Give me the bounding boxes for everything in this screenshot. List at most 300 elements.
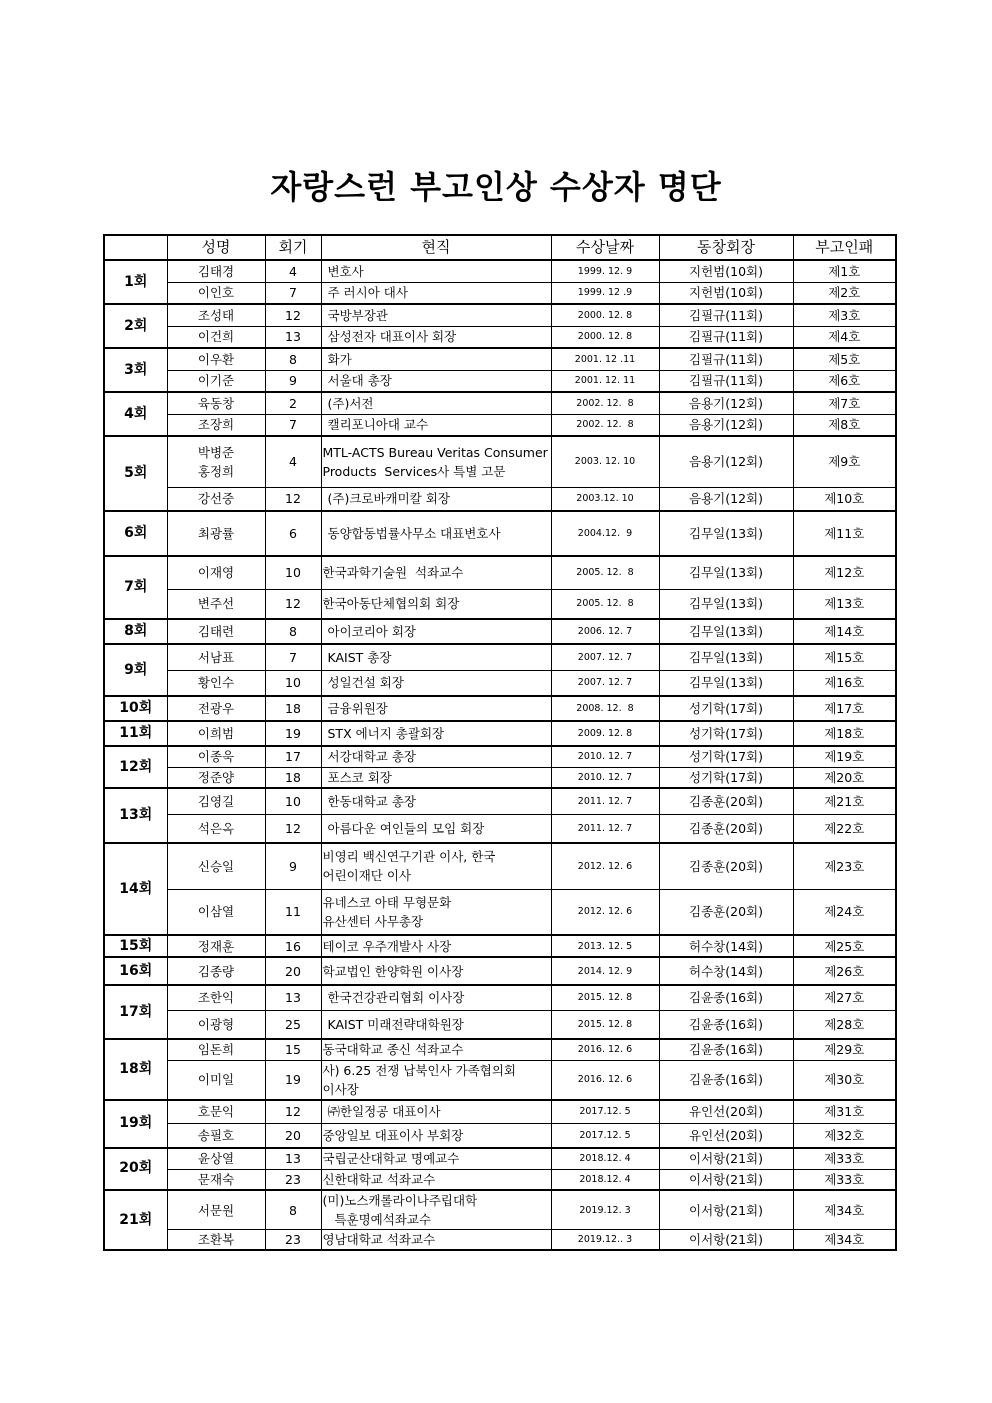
plaque-cell: 제30호 xyxy=(793,1060,896,1100)
plaque-cell: 제21호 xyxy=(793,788,896,814)
table-row xyxy=(104,746,896,767)
table-row xyxy=(104,1060,896,1100)
plaque-cell: 제33호 xyxy=(793,1170,896,1191)
award-date-cell: 2011. 12. 7 xyxy=(551,814,659,843)
plaque-cell: 제31호 xyxy=(793,1100,896,1124)
alumni-chair-cell: 음용기(12회) xyxy=(659,436,793,487)
alumni-chair-cell: 김필규(11회) xyxy=(659,304,793,326)
award-date-cell: 2012. 12. 6 xyxy=(551,889,659,935)
alumni-chair-cell: 김종훈(20회) xyxy=(659,788,793,814)
table-row xyxy=(104,348,896,370)
alumni-chair-cell: 성기학(17회) xyxy=(659,721,793,746)
award-date-cell: 2010. 12. 7 xyxy=(551,767,659,788)
award-date-cell: 2017.12. 5 xyxy=(551,1100,659,1124)
award-date-cell: 2014. 12. 9 xyxy=(551,957,659,985)
name-cell: 최광률 xyxy=(167,511,265,556)
name-cell: 이우환 xyxy=(167,348,265,370)
plaque-cell: 제14호 xyxy=(793,619,896,644)
generation-cell: 8 xyxy=(265,619,321,644)
name-cell: 조성태 xyxy=(167,304,265,326)
name-cell: 이인호 xyxy=(167,282,265,304)
roster-body xyxy=(104,260,896,1250)
award-date-cell: 2017.12. 5 xyxy=(551,1124,659,1148)
generation-cell: 11 xyxy=(265,889,321,935)
plaque-cell: 제25호 xyxy=(793,935,896,957)
award-date-cell: 2009. 12. 8 xyxy=(551,721,659,746)
round-cell: 20회 xyxy=(104,1148,167,1191)
alumni-chair-cell: 유인선(20회) xyxy=(659,1100,793,1124)
award-date-cell: 2007. 12. 7 xyxy=(551,670,659,696)
table-row xyxy=(104,556,896,589)
alumni-chair-cell: 김무일(13회) xyxy=(659,589,793,619)
alumni-chair-cell: 김필규(11회) xyxy=(659,370,793,392)
award-date-cell: 2015. 12. 8 xyxy=(551,985,659,1010)
position-line: 캘리포니아대 교수 xyxy=(327,417,429,433)
position-line: KAIST 미래전략대학원장 xyxy=(327,1016,464,1032)
round-cell: 13회 xyxy=(104,788,167,843)
alumni-chair-cell: 김윤종(16회) xyxy=(659,1060,793,1100)
plaque-cell: 제4호 xyxy=(793,326,896,348)
position-cell xyxy=(321,889,551,935)
table-row xyxy=(104,414,896,436)
generation-cell: 7 xyxy=(265,282,321,304)
name-cell: 이종욱 xyxy=(167,746,265,767)
position-cell xyxy=(321,348,551,370)
position-line: 영남대학교 석좌교수 xyxy=(322,1232,436,1247)
name-cell: 황인수 xyxy=(167,670,265,696)
position-line: 포스코 회장 xyxy=(327,769,392,785)
award-date-cell: 2011. 12. 7 xyxy=(551,788,659,814)
name-cell: 조환복 xyxy=(167,1230,265,1251)
award-date-cell: 1999. 12. 9 xyxy=(551,260,659,282)
name-cell: 정재훈 xyxy=(167,935,265,957)
alumni-chair-cell: 김종훈(20회) xyxy=(659,814,793,843)
position-cell xyxy=(321,619,551,644)
alumni-chair-cell: 음용기(12회) xyxy=(659,392,793,414)
generation-cell: 19 xyxy=(265,721,321,746)
plaque-cell: 제15호 xyxy=(793,644,896,670)
position-cell xyxy=(321,487,551,511)
position-line: MTL-ACTS Bureau Veritas Consumer xyxy=(322,444,548,460)
generation-cell: 17 xyxy=(265,746,321,767)
alumni-chair-cell: 허수창(14회) xyxy=(659,935,793,957)
round-cell: 14회 xyxy=(104,843,167,935)
generation-cell: 7 xyxy=(265,644,321,670)
plaque-cell: 제6호 xyxy=(793,370,896,392)
position-cell xyxy=(321,282,551,304)
name-cell: 윤상열 xyxy=(167,1148,265,1170)
name-cell: 김태경 xyxy=(167,260,265,282)
alumni-chair-cell: 이서항(21회) xyxy=(659,1190,793,1230)
alumni-chair-cell: 이서항(21회) xyxy=(659,1170,793,1191)
name-cell: 임돈희 xyxy=(167,1039,265,1060)
position-cell xyxy=(321,556,551,589)
generation-cell: 16 xyxy=(265,935,321,957)
name-cell: 송필호 xyxy=(167,1124,265,1148)
position-line: 신한대학교 석좌교수 xyxy=(322,1172,436,1187)
generation-cell: 13 xyxy=(265,326,321,348)
position-line: 서울대 총장 xyxy=(327,373,392,389)
position-cell xyxy=(321,436,551,487)
round-cell: 9회 xyxy=(104,644,167,696)
position-line: 성일건설 회장 xyxy=(327,675,404,691)
name-cell: 이희범 xyxy=(167,721,265,746)
position-line: 한국건강관리협회 이사장 xyxy=(327,990,465,1006)
plaque-cell: 제3호 xyxy=(793,304,896,326)
table-row xyxy=(104,619,896,644)
position-cell xyxy=(321,644,551,670)
alumni-chair-cell: 김윤종(16회) xyxy=(659,1039,793,1060)
generation-cell: 20 xyxy=(265,1124,321,1148)
award-roster-table xyxy=(103,234,897,1251)
name-cell: 이삼열 xyxy=(167,889,265,935)
name-cell: 김태련 xyxy=(167,619,265,644)
award-date-cell: 2004.12. 9 xyxy=(551,511,659,556)
position-cell xyxy=(321,589,551,619)
position-line: 주 러시아 대사 xyxy=(327,285,408,301)
table-row xyxy=(104,1230,896,1251)
table-row xyxy=(104,1010,896,1039)
position-cell xyxy=(321,304,551,326)
round-cell: 19회 xyxy=(104,1100,167,1148)
column-header-plaque: 부고인패 xyxy=(793,235,896,260)
plaque-cell: 제33호 xyxy=(793,1148,896,1170)
position-line: 특훈명예석좌교수 xyxy=(322,1212,432,1227)
column-header-generation: 회기 xyxy=(265,235,321,260)
position-line: 테이코 우주개발사 사장 xyxy=(322,938,452,954)
position-line: 사) 6.25 전쟁 납북인사 가족협의회 xyxy=(322,1062,517,1078)
plaque-cell: 제24호 xyxy=(793,889,896,935)
alumni-chair-cell: 김무일(13회) xyxy=(659,670,793,696)
header-row xyxy=(104,235,896,260)
name-cell: 조한익 xyxy=(167,985,265,1010)
alumni-chair-cell: 김무일(13회) xyxy=(659,556,793,589)
generation-cell: 12 xyxy=(265,304,321,326)
table-row xyxy=(104,326,896,348)
position-line: 국립군산대학교 명예교수 xyxy=(322,1151,460,1167)
alumni-chair-cell: 김무일(13회) xyxy=(659,619,793,644)
generation-cell: 10 xyxy=(265,788,321,814)
table-row xyxy=(104,304,896,326)
table-row xyxy=(104,282,896,304)
table-row xyxy=(104,814,896,843)
alumni-chair-cell: 김무일(13회) xyxy=(659,644,793,670)
position-line: 어린이재단 이사 xyxy=(322,868,411,884)
round-cell: 4회 xyxy=(104,392,167,436)
table-row xyxy=(104,1190,896,1230)
table-row xyxy=(104,1039,896,1060)
plaque-cell: 제26호 xyxy=(793,957,896,985)
award-date-cell: 2018.12. 4 xyxy=(551,1170,659,1191)
round-cell: 3회 xyxy=(104,348,167,392)
position-line: Products Services사 특별 고문 xyxy=(322,463,506,479)
table-row xyxy=(104,767,896,788)
position-line: KAIST 총장 xyxy=(327,649,392,665)
alumni-chair-cell: 성기학(17회) xyxy=(659,696,793,721)
round-cell: 5회 xyxy=(104,436,167,511)
alumni-chair-cell: 유인선(20회) xyxy=(659,1124,793,1148)
name-cell: 조장희 xyxy=(167,414,265,436)
generation-cell: 8 xyxy=(265,348,321,370)
alumni-chair-cell: 김윤종(16회) xyxy=(659,985,793,1010)
position-line: 화가 xyxy=(327,351,352,367)
generation-cell: 13 xyxy=(265,1148,321,1170)
award-date-cell: 2008. 12. 8 xyxy=(551,696,659,721)
position-cell xyxy=(321,370,551,392)
plaque-cell: 제13호 xyxy=(793,589,896,619)
generation-cell: 23 xyxy=(265,1230,321,1251)
position-cell xyxy=(321,260,551,282)
page-title: 자랑스런 부고인상 수상자 명단 xyxy=(270,168,722,206)
position-line: 동양합동법률사무소 대표변호사 xyxy=(327,526,501,541)
generation-cell: 4 xyxy=(265,436,321,487)
alumni-chair-cell: 음용기(12회) xyxy=(659,414,793,436)
column-header-award-date: 수상날짜 xyxy=(551,235,659,260)
name-cell: 석은옥 xyxy=(167,814,265,843)
award-date-cell: 2006. 12. 7 xyxy=(551,619,659,644)
generation-cell: 12 xyxy=(265,589,321,619)
round-cell: 21회 xyxy=(104,1190,167,1250)
alumni-chair-cell: 성기학(17회) xyxy=(659,767,793,788)
alumni-chair-cell: 성기학(17회) xyxy=(659,746,793,767)
award-date-cell: 2019.12.. 3 xyxy=(551,1230,659,1251)
position-cell xyxy=(321,935,551,957)
name-cell: 서남표 xyxy=(167,644,265,670)
name-cell: 김영길 xyxy=(167,788,265,814)
award-date-cell: 1999. 12 .9 xyxy=(551,282,659,304)
position-line: ㈜한일정공 대표이사 xyxy=(327,1104,441,1120)
position-cell xyxy=(321,814,551,843)
generation-cell: 2 xyxy=(265,392,321,414)
table-row xyxy=(104,511,896,556)
plaque-cell: 제19호 xyxy=(793,746,896,767)
round-cell: 8회 xyxy=(104,619,167,644)
plaque-cell: 제8호 xyxy=(793,414,896,436)
name-cell: 이건희 xyxy=(167,326,265,348)
position-line: 국방부장관 xyxy=(327,307,388,323)
alumni-chair-cell: 김필규(11회) xyxy=(659,348,793,370)
alumni-chair-cell: 김윤종(16회) xyxy=(659,1010,793,1039)
round-cell: 16회 xyxy=(104,957,167,985)
generation-cell: 23 xyxy=(265,1170,321,1191)
name-cell: 전광우 xyxy=(167,696,265,721)
position-cell xyxy=(321,1060,551,1100)
position-line: 한국아동단체협의회 회장 xyxy=(322,596,460,612)
round-cell: 11회 xyxy=(104,721,167,746)
plaque-cell: 제32호 xyxy=(793,1124,896,1148)
generation-cell: 18 xyxy=(265,696,321,721)
award-date-cell: 2015. 12. 8 xyxy=(551,1010,659,1039)
position-cell xyxy=(321,767,551,788)
position-line: (주)크로바캐미칼 회장 xyxy=(327,491,450,507)
round-cell: 6회 xyxy=(104,511,167,556)
position-line: 비영리 백신연구기관 이사, 한국 xyxy=(322,849,496,865)
table-row xyxy=(104,1170,896,1191)
position-line: 금융위원장 xyxy=(327,701,388,716)
table-row xyxy=(104,788,896,814)
award-date-cell: 2019.12. 3 xyxy=(551,1190,659,1230)
position-cell xyxy=(321,1124,551,1148)
generation-cell: 9 xyxy=(265,370,321,392)
position-line: 유산센터 사무총장 xyxy=(322,913,424,929)
round-cell: 2회 xyxy=(104,304,167,348)
name-cell: 문재숙 xyxy=(167,1170,265,1191)
plaque-cell: 제7호 xyxy=(793,392,896,414)
name-cell: 호문익 xyxy=(167,1100,265,1124)
generation-cell: 19 xyxy=(265,1060,321,1100)
position-line: 변호사 xyxy=(327,263,364,279)
name-cell: 김종량 xyxy=(167,957,265,985)
position-line: 중앙일보 대표이사 부회장 xyxy=(322,1127,464,1143)
table-row xyxy=(104,589,896,619)
round-cell: 17회 xyxy=(104,985,167,1039)
table-row xyxy=(104,1100,896,1124)
plaque-cell: 제28호 xyxy=(793,1010,896,1039)
table-row xyxy=(104,721,896,746)
round-cell: 7회 xyxy=(104,556,167,619)
alumni-chair-cell: 지헌범(10회) xyxy=(659,260,793,282)
name-cell: 정준양 xyxy=(167,767,265,788)
award-date-cell: 2018.12. 4 xyxy=(551,1148,659,1170)
name-cell: 박병준 홍정희 xyxy=(167,436,265,487)
name-cell: 이광형 xyxy=(167,1010,265,1039)
position-line: 아름다운 여인들의 모임 회장 xyxy=(327,820,485,836)
generation-cell: 13 xyxy=(265,985,321,1010)
name-cell: 이재영 xyxy=(167,556,265,589)
generation-cell: 25 xyxy=(265,1010,321,1039)
alumni-chair-cell: 지헌범(10회) xyxy=(659,282,793,304)
position-cell xyxy=(321,1039,551,1060)
generation-cell: 20 xyxy=(265,957,321,985)
position-line: 한동대학교 총장 xyxy=(327,793,416,809)
generation-cell: 6 xyxy=(265,511,321,556)
position-cell xyxy=(321,788,551,814)
position-line: 아이코리아 회장 xyxy=(327,624,416,639)
plaque-cell: 제2호 xyxy=(793,282,896,304)
generation-cell: 12 xyxy=(265,487,321,511)
award-date-cell: 2000. 12. 8 xyxy=(551,304,659,326)
plaque-cell: 제29호 xyxy=(793,1039,896,1060)
award-date-cell: 2012. 12. 6 xyxy=(551,843,659,889)
position-cell xyxy=(321,1170,551,1191)
position-cell xyxy=(321,957,551,985)
award-date-cell: 2016. 12. 6 xyxy=(551,1060,659,1100)
column-header-name: 성명 xyxy=(167,235,265,260)
table-row xyxy=(104,843,896,889)
table-row xyxy=(104,1124,896,1148)
name-cell: 신승일 xyxy=(167,843,265,889)
award-date-cell: 2016. 12. 6 xyxy=(551,1039,659,1060)
award-date-cell: 2007. 12. 7 xyxy=(551,644,659,670)
generation-cell: 10 xyxy=(265,670,321,696)
alumni-chair-cell: 음용기(12회) xyxy=(659,487,793,511)
position-cell xyxy=(321,1230,551,1251)
name-cell: 육동창 xyxy=(167,392,265,414)
position-cell xyxy=(321,1100,551,1124)
position-cell xyxy=(321,414,551,436)
plaque-cell: 제34호 xyxy=(793,1190,896,1230)
plaque-cell: 제1호 xyxy=(793,260,896,282)
table-row xyxy=(104,957,896,985)
position-cell xyxy=(321,1190,551,1230)
plaque-cell: 제11호 xyxy=(793,511,896,556)
position-cell xyxy=(321,746,551,767)
alumni-chair-cell: 이서항(21회) xyxy=(659,1230,793,1251)
award-date-cell: 2003. 12. 10 xyxy=(551,436,659,487)
plaque-cell: 제5호 xyxy=(793,348,896,370)
column-header-position: 현직 xyxy=(321,235,551,260)
name-cell: 서문원 xyxy=(167,1190,265,1230)
alumni-chair-cell: 허수창(14회) xyxy=(659,957,793,985)
position-line: 삼성전자 대표이사 회장 xyxy=(327,329,457,345)
generation-cell: 18 xyxy=(265,767,321,788)
plaque-cell: 제16호 xyxy=(793,670,896,696)
position-line: (미)노스캐롤라이나주립대학 xyxy=(322,1193,478,1208)
plaque-cell: 제10호 xyxy=(793,487,896,511)
generation-cell: 10 xyxy=(265,556,321,589)
table-row xyxy=(104,487,896,511)
plaque-cell: 제22호 xyxy=(793,814,896,843)
position-line: 이사장 xyxy=(322,1081,359,1097)
plaque-cell: 제18호 xyxy=(793,721,896,746)
position-line: 학교법인 한양학원 이사장 xyxy=(322,963,464,979)
plaque-cell: 제9호 xyxy=(793,436,896,487)
award-date-cell: 2002. 12. 8 xyxy=(551,392,659,414)
position-cell xyxy=(321,696,551,721)
table-row xyxy=(104,436,896,487)
table-row xyxy=(104,370,896,392)
name-cell: 강선중 xyxy=(167,487,265,511)
round-cell: 10회 xyxy=(104,696,167,721)
position-cell xyxy=(321,721,551,746)
round-cell: 1회 xyxy=(104,260,167,304)
generation-cell: 8 xyxy=(265,1190,321,1230)
award-date-cell: 2001. 12. 11 xyxy=(551,370,659,392)
position-cell xyxy=(321,392,551,414)
generation-cell: 7 xyxy=(265,414,321,436)
plaque-cell: 제20호 xyxy=(793,767,896,788)
position-cell xyxy=(321,985,551,1010)
plaque-cell: 제27호 xyxy=(793,985,896,1010)
name-cell: 변주선 xyxy=(167,589,265,619)
position-cell xyxy=(321,1148,551,1170)
table-row xyxy=(104,644,896,670)
plaque-cell: 제12호 xyxy=(793,556,896,589)
alumni-chair-cell: 이서항(21회) xyxy=(659,1148,793,1170)
table-row xyxy=(104,935,896,957)
generation-cell: 12 xyxy=(265,1100,321,1124)
table-row xyxy=(104,696,896,721)
position-cell xyxy=(321,511,551,556)
plaque-cell: 제23호 xyxy=(793,843,896,889)
award-date-cell: 2000. 12. 8 xyxy=(551,326,659,348)
round-cell: 12회 xyxy=(104,746,167,788)
table-row xyxy=(104,670,896,696)
name-cell: 이미일 xyxy=(167,1060,265,1100)
name-cell: 이기준 xyxy=(167,370,265,392)
generation-cell: 4 xyxy=(265,260,321,282)
position-line: 서강대학교 총장 xyxy=(327,749,416,765)
generation-cell: 9 xyxy=(265,843,321,889)
round-cell: 15회 xyxy=(104,935,167,957)
position-line: STX 에너지 총괄회장 xyxy=(327,726,445,741)
position-line: 동국대학교 종신 석좌교수 xyxy=(322,1042,464,1058)
position-line: 유네스코 아태 무형문화 xyxy=(322,894,452,910)
alumni-chair-cell: 김무일(13회) xyxy=(659,511,793,556)
award-date-cell: 2005. 12. 8 xyxy=(551,556,659,589)
award-date-cell: 2003.12. 10 xyxy=(551,487,659,511)
award-date-cell: 2002. 12. 8 xyxy=(551,414,659,436)
